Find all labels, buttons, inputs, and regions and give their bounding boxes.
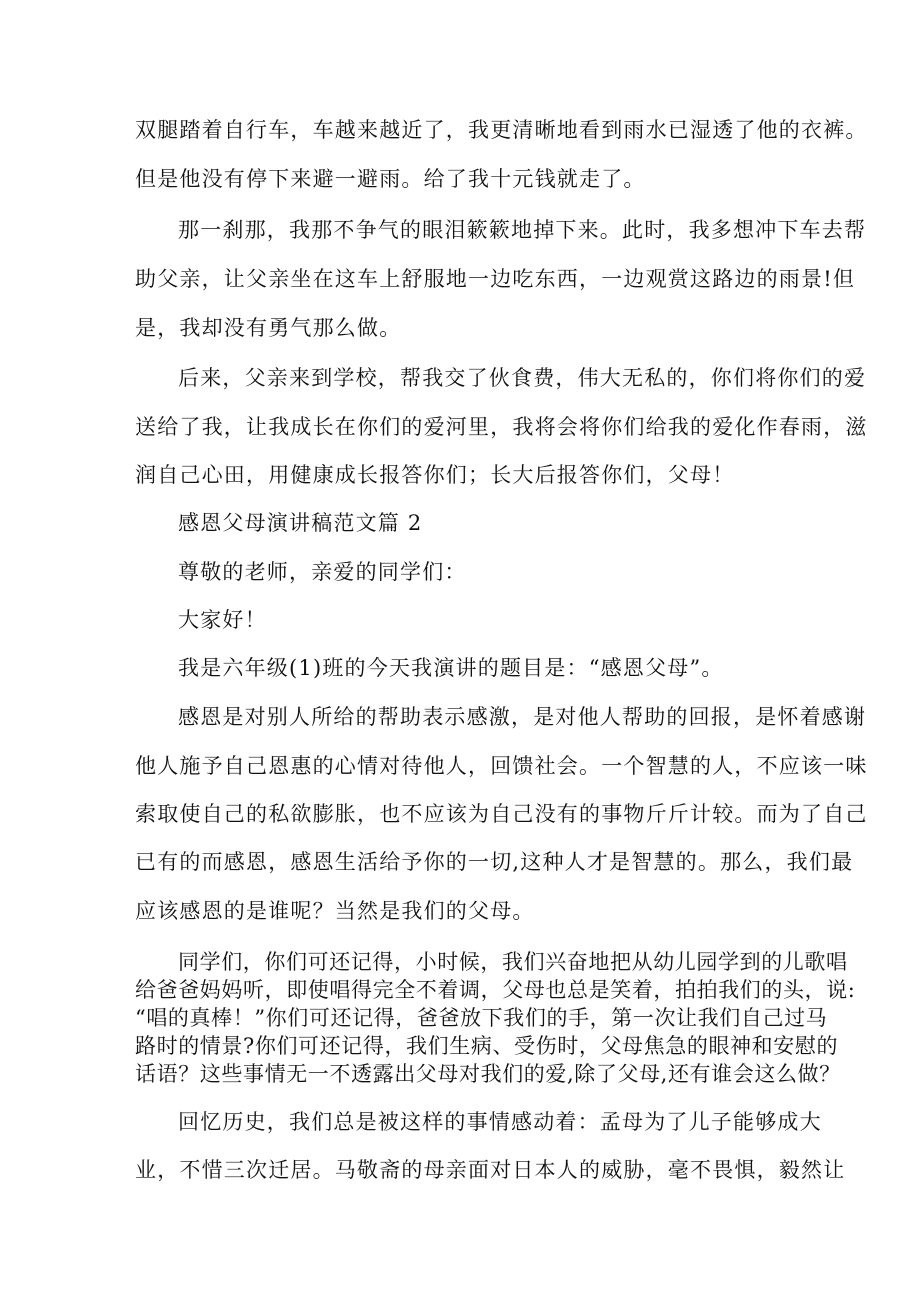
paragraph-line: 双腿踏着自行车，车越来越近了，我更清晰地看到雨水已湿透了他的衣裤。 xyxy=(135,118,868,142)
paragraph-line: 助父亲，让父亲坐在这车上舒服地一边吃东西，一边观赏这路边的雨景!但 xyxy=(135,267,856,291)
salutation: 尊敬的老师，亲爱的同学们： xyxy=(178,560,467,584)
paragraph-line: 路时的情景?你们可还记得，我们生病、受伤时，父母焦急的眼神和安慰的 xyxy=(135,1034,839,1058)
paragraph-line: 送给了我，让我成长在你们的爱河里，我将会将你们给我的爱化作春雨，滋 xyxy=(135,415,868,439)
paragraph-line: 他人施予自己恩惠的心情对待他人，回馈社会。一个智慧的人，不应该一味 xyxy=(135,754,868,778)
paragraph-line: 那一刹那，我那不争气的眼泪簌簌地掉下来。此时，我多想冲下车去帮 xyxy=(178,218,867,242)
intro-line: 我是六年级(1)班的今天我演讲的题目是：“感恩父母”。 xyxy=(178,656,724,680)
paragraph-line: 回忆历史，我们总是被这样的事情感动着：孟母为了儿子能够成大 xyxy=(178,1110,822,1134)
paragraph-line: 应该感恩的是谁呢？当然是我们的父母。 xyxy=(135,899,535,923)
paragraph-line: 后来，父亲来到学校，帮我交了伙食费，伟大无私的，你们将你们的爱 xyxy=(178,366,867,390)
paragraph-line: 给爸爸妈妈听，即使唱得完全不着调，父母也总是笑着，拍拍我们的头，说: xyxy=(135,978,856,1002)
paragraph-line: 话语？这些事情无一不透露出父母对我们的爱,除了父母,还有谁会这么做？ xyxy=(135,1062,841,1086)
greeting: 大家好！ xyxy=(178,608,267,632)
paragraph-line: 已有的而感恩，感恩生活给予你的一切,这种人才是智慧的。那么，我们最 xyxy=(135,850,854,874)
section-heading: 感恩父母演讲稿范文篇 2 xyxy=(178,511,423,535)
paragraph-line: “唱的真棒！”你们可还记得，爸爸放下我们的手，第一次让我们自己过马 xyxy=(135,1006,828,1030)
paragraph-line: 是，我却没有勇气那么做。 xyxy=(135,316,402,340)
paragraph-line: 索取使自己的私欲膨胀，也不应该为自己没有的事物斤斤计较。而为了自己 xyxy=(135,802,868,826)
paragraph-line: 同学们，你们可还记得，小时候，我们兴奋地把从幼儿园学到的儿歌唱 xyxy=(178,950,848,974)
paragraph-line: 润自己心田，用健康成长报答你们；长大后报答你们，父母！ xyxy=(135,463,735,487)
paragraph-line: 但是他没有停下来避一避雨。给了我十元钱就走了。 xyxy=(135,167,646,191)
paragraph-line: 感恩是对别人所给的帮助表示感激，是对他人帮助的回报，是怀着感谢 xyxy=(178,705,867,729)
paragraph-line: 业，不惜三次迁居。马敬斋的母亲面对日本人的威胁，毫不畏惧，毅然让 xyxy=(135,1158,846,1182)
